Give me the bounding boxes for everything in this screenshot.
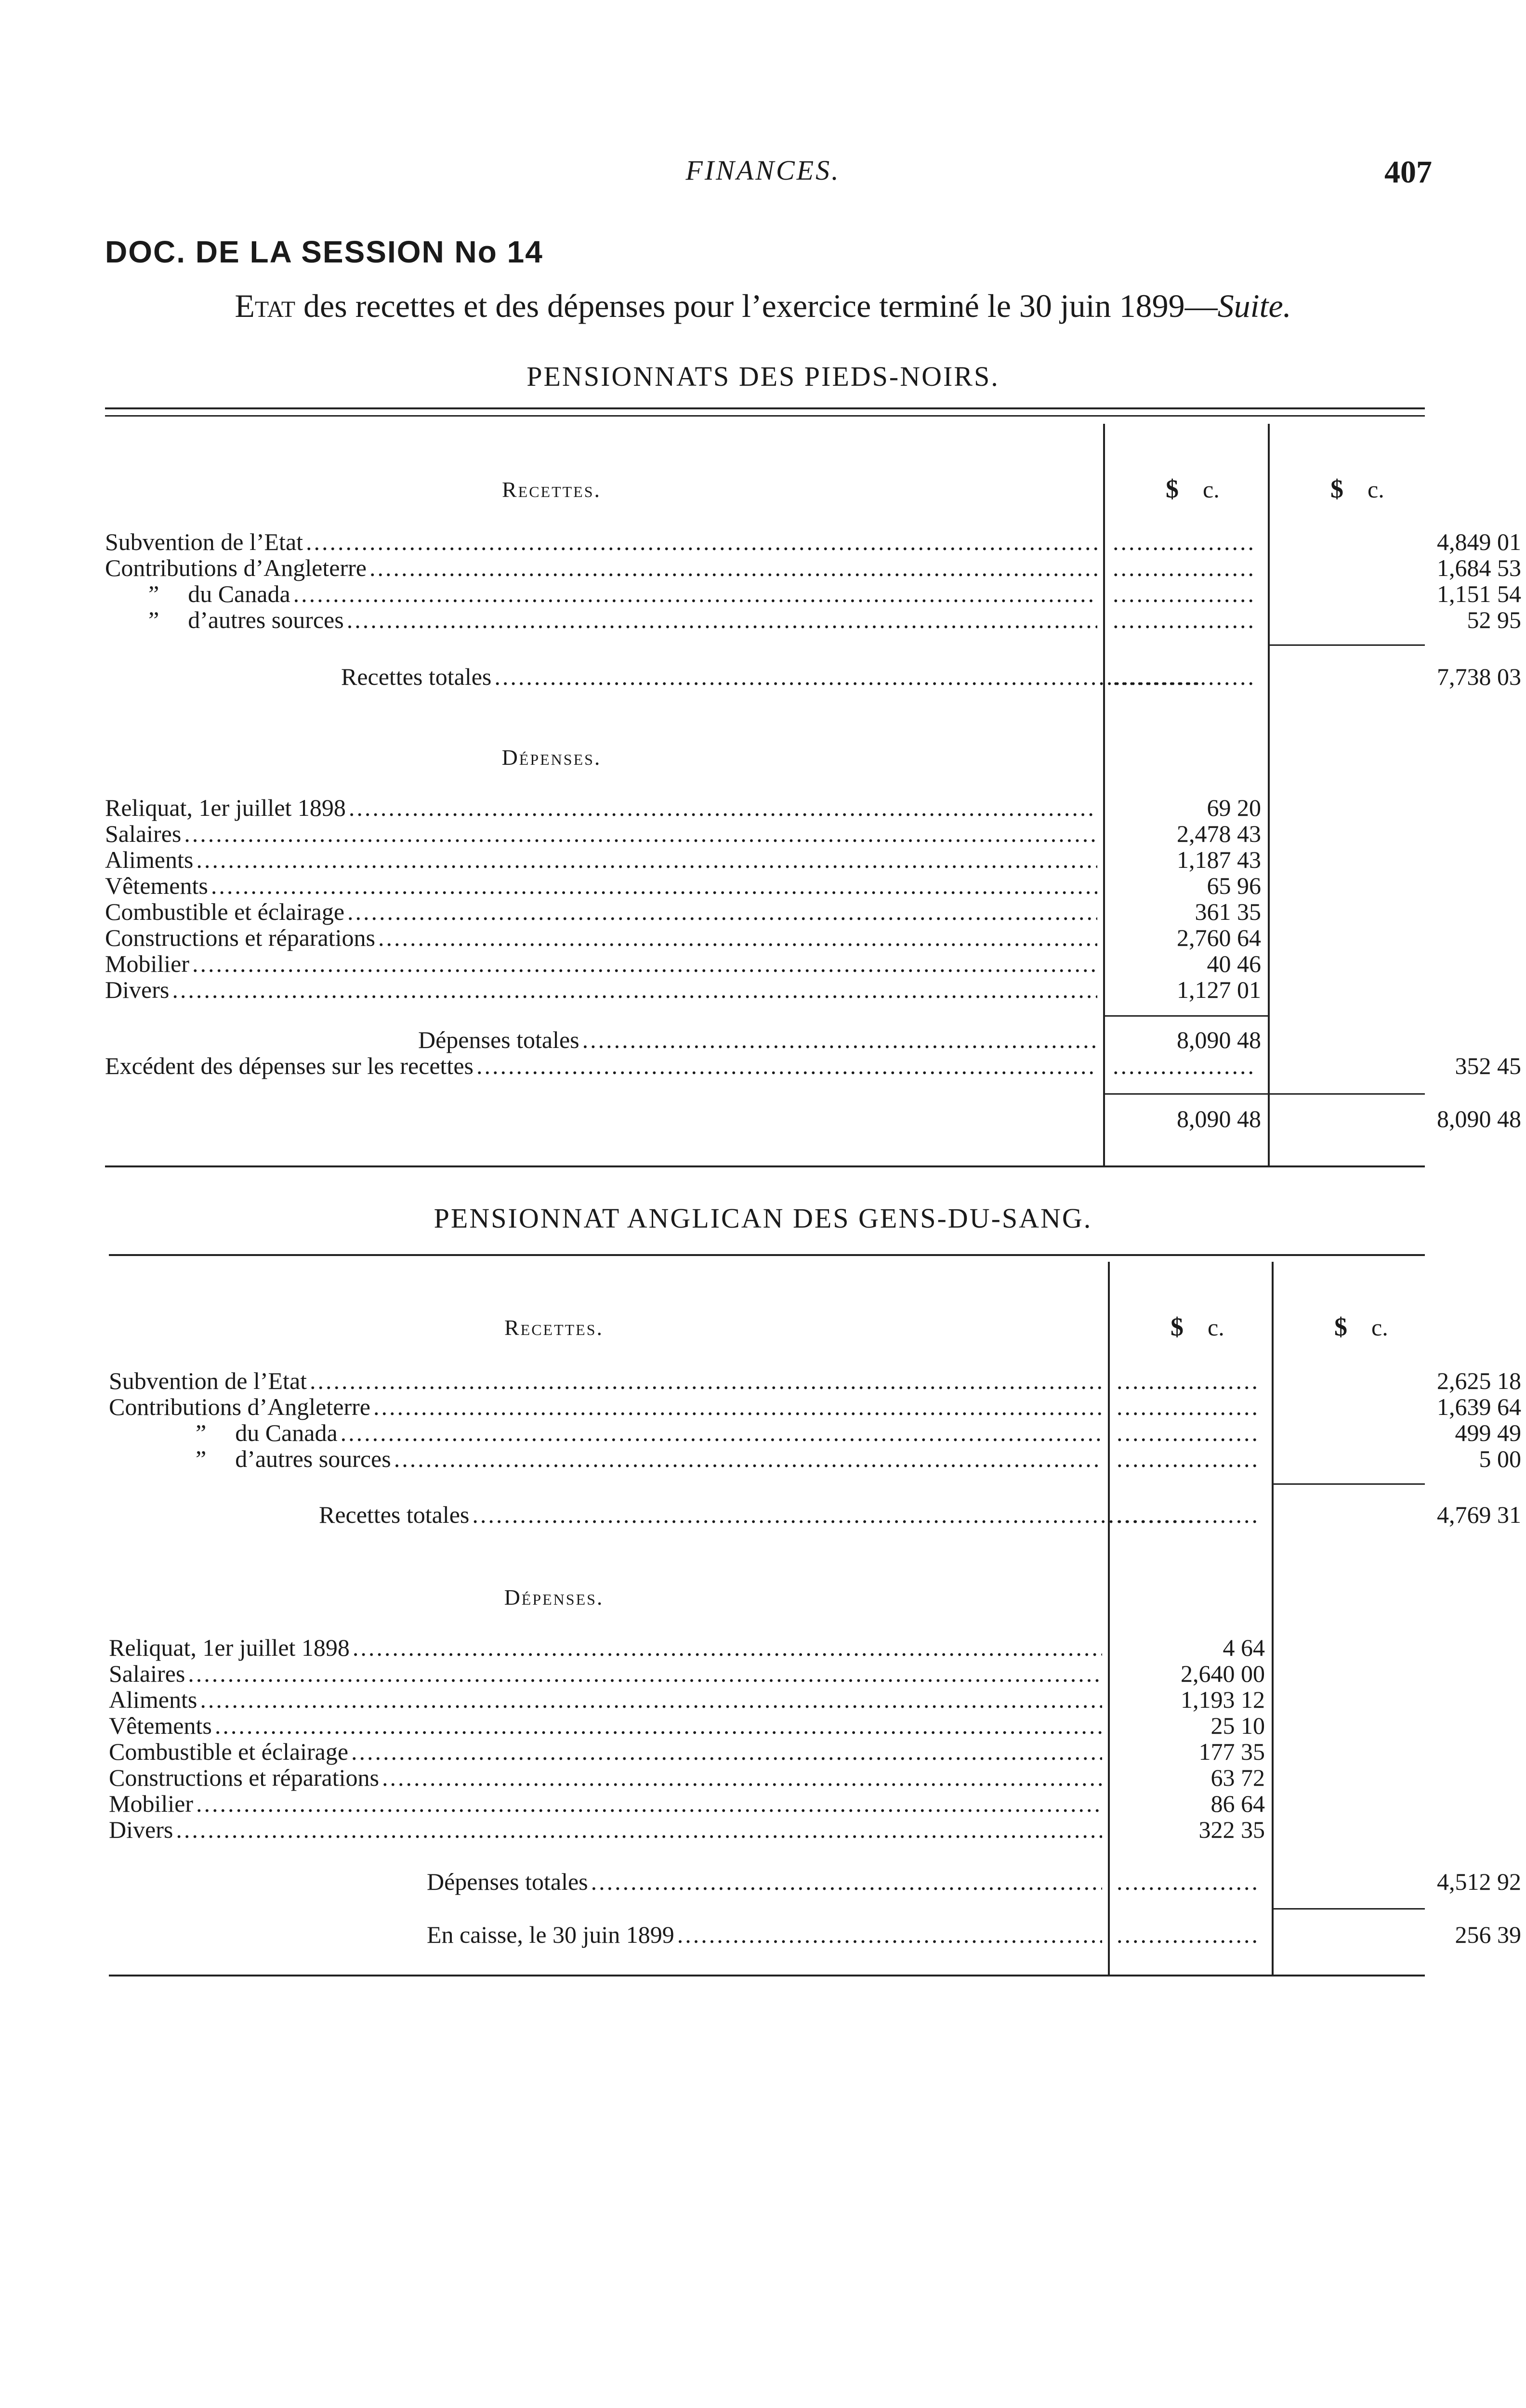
s1-expense-row: Reliquat, 1er juillet 1898 ..... 69 20 xyxy=(105,795,1425,821)
s1-expense-row: Divers ..... 1,127 01 xyxy=(105,977,1425,1003)
s1-receipt-row: ” d’autres sources ..... ..... 52 95 xyxy=(105,607,1425,633)
s1-receipts-total-row: Recettes totales ..... ..... 7,738 03 xyxy=(105,664,1425,690)
section2-title: PENSIONNAT ANGLICAN DES GENS-DU-SANG. xyxy=(434,1203,1092,1234)
section2-receipts-heading: Recettes. xyxy=(504,1315,604,1340)
statement-prefix: Etat xyxy=(235,288,296,324)
section1-expenses-heading: Dépenses. xyxy=(501,745,602,770)
s2-expense-row: Reliquat, 1er juillet 1898 ..... 4 64 xyxy=(109,1635,1425,1661)
s1-receipt-row: Contributions d’Angleterre ..... ..... 1,684 53 xyxy=(105,555,1425,581)
s1-grand-total-row: 8,090 48 8,090 48 xyxy=(1177,1105,1521,1132)
s2-receipt-row: Contributions d’Angleterre ..... ..... 1,639 64 xyxy=(109,1394,1425,1420)
s1-expenses-sum-rule xyxy=(1105,1015,1268,1017)
s2-expenses-total-row: Dépenses totales ..... ..... 4,512 92 xyxy=(109,1869,1425,1895)
s1-expense-row: Combustible et éclairage ..... 361 35 xyxy=(105,899,1425,925)
section1-top-rule xyxy=(105,407,1425,409)
s2-receipts-sum-rule xyxy=(1274,1483,1425,1485)
page-header xyxy=(0,154,1526,212)
s1-receipt-row: Subvention de l’Etat ..... ..... 4,849 01 xyxy=(105,529,1425,555)
section2-colhead-a: $ c. xyxy=(1171,1312,1224,1341)
s1-expense-row: Aliments ..... 1,187 43 xyxy=(105,847,1425,873)
s2-cash-rule xyxy=(1274,1908,1425,1910)
statement-heading xyxy=(0,287,1526,325)
section1-bottom-rule xyxy=(105,1165,1425,1167)
s2-expense-row: Mobilier ..... 86 64 xyxy=(109,1791,1425,1817)
s2-cash-row: En caisse, le 30 juin 1899 ..... ..... 256 39 xyxy=(109,1922,1425,1948)
s2-expense-row: Vêtements ..... 25 10 xyxy=(109,1713,1425,1739)
s1-excess-row: Excédent des dépenses sur les recettes ..... ..... 352 45 xyxy=(105,1053,1425,1079)
section2-expenses-heading: Dépenses. xyxy=(504,1585,604,1610)
s1-expense-row: Mobilier ..... 40 46 xyxy=(105,951,1425,977)
doc-session-label: DOC. DE LA SESSION No 14 xyxy=(105,235,543,269)
section1-receipts-heading: Recettes. xyxy=(501,477,602,502)
s1-receipt-row: ” du Canada ..... ..... 1,151 54 xyxy=(105,581,1425,607)
section2-top-rule xyxy=(109,1254,1425,1256)
s2-expense-row: Aliments ..... 1,193 12 xyxy=(109,1687,1425,1713)
running-title: FINANCES. xyxy=(685,155,841,186)
s1-expense-row: Constructions et réparations ..... 2,760 64 xyxy=(105,925,1425,951)
s2-expense-row: Salaires ..... 2,640 00 xyxy=(109,1661,1425,1687)
s2-expense-row: Constructions et réparations ..... 63 72 xyxy=(109,1765,1425,1791)
statement-suffix: Suite. xyxy=(1217,288,1291,324)
s2-receipt-row: ” d’autres sources ..... ..... 5 00 xyxy=(109,1446,1425,1472)
s1-expense-row: Salaires ..... 2,478 43 xyxy=(105,821,1425,847)
s2-receipt-row: Subvention de l’Etat ..... ..... 2,625 18 xyxy=(109,1368,1425,1394)
page-number: 407 xyxy=(1384,155,1432,190)
statement-text: des recettes et des dépenses pour l’exercice terminé le 30 juin 1899— xyxy=(295,288,1218,324)
s2-receipts-total-row: Recettes totales ..... ..... 4,769 31 xyxy=(109,1502,1425,1528)
s1-grand-sum-rule xyxy=(1105,1093,1425,1095)
section1-colhead-a: $ c. xyxy=(1166,474,1220,503)
s1-receipts-sum-rule xyxy=(1270,644,1425,646)
s2-receipt-row: ” du Canada ..... ..... 499 49 xyxy=(109,1420,1425,1446)
s1-expense-row: Vêtements ..... 65 96 xyxy=(105,873,1425,899)
s2-expense-row: Combustible et éclairage ..... 177 35 xyxy=(109,1739,1425,1765)
section1-title: PENSIONNATS DES PIEDS-NOIRS. xyxy=(526,361,1000,392)
s1-expenses-total-row: Dépenses totales ..... 8,090 48 xyxy=(105,1027,1425,1053)
section1-colhead-b: $ c. xyxy=(1330,474,1384,503)
section1-top-rule-2 xyxy=(105,415,1425,417)
section2-colhead-b: $ c. xyxy=(1334,1312,1388,1341)
section2-bottom-rule xyxy=(109,1975,1425,1976)
s2-expense-row: Divers ..... 322 35 xyxy=(109,1817,1425,1843)
